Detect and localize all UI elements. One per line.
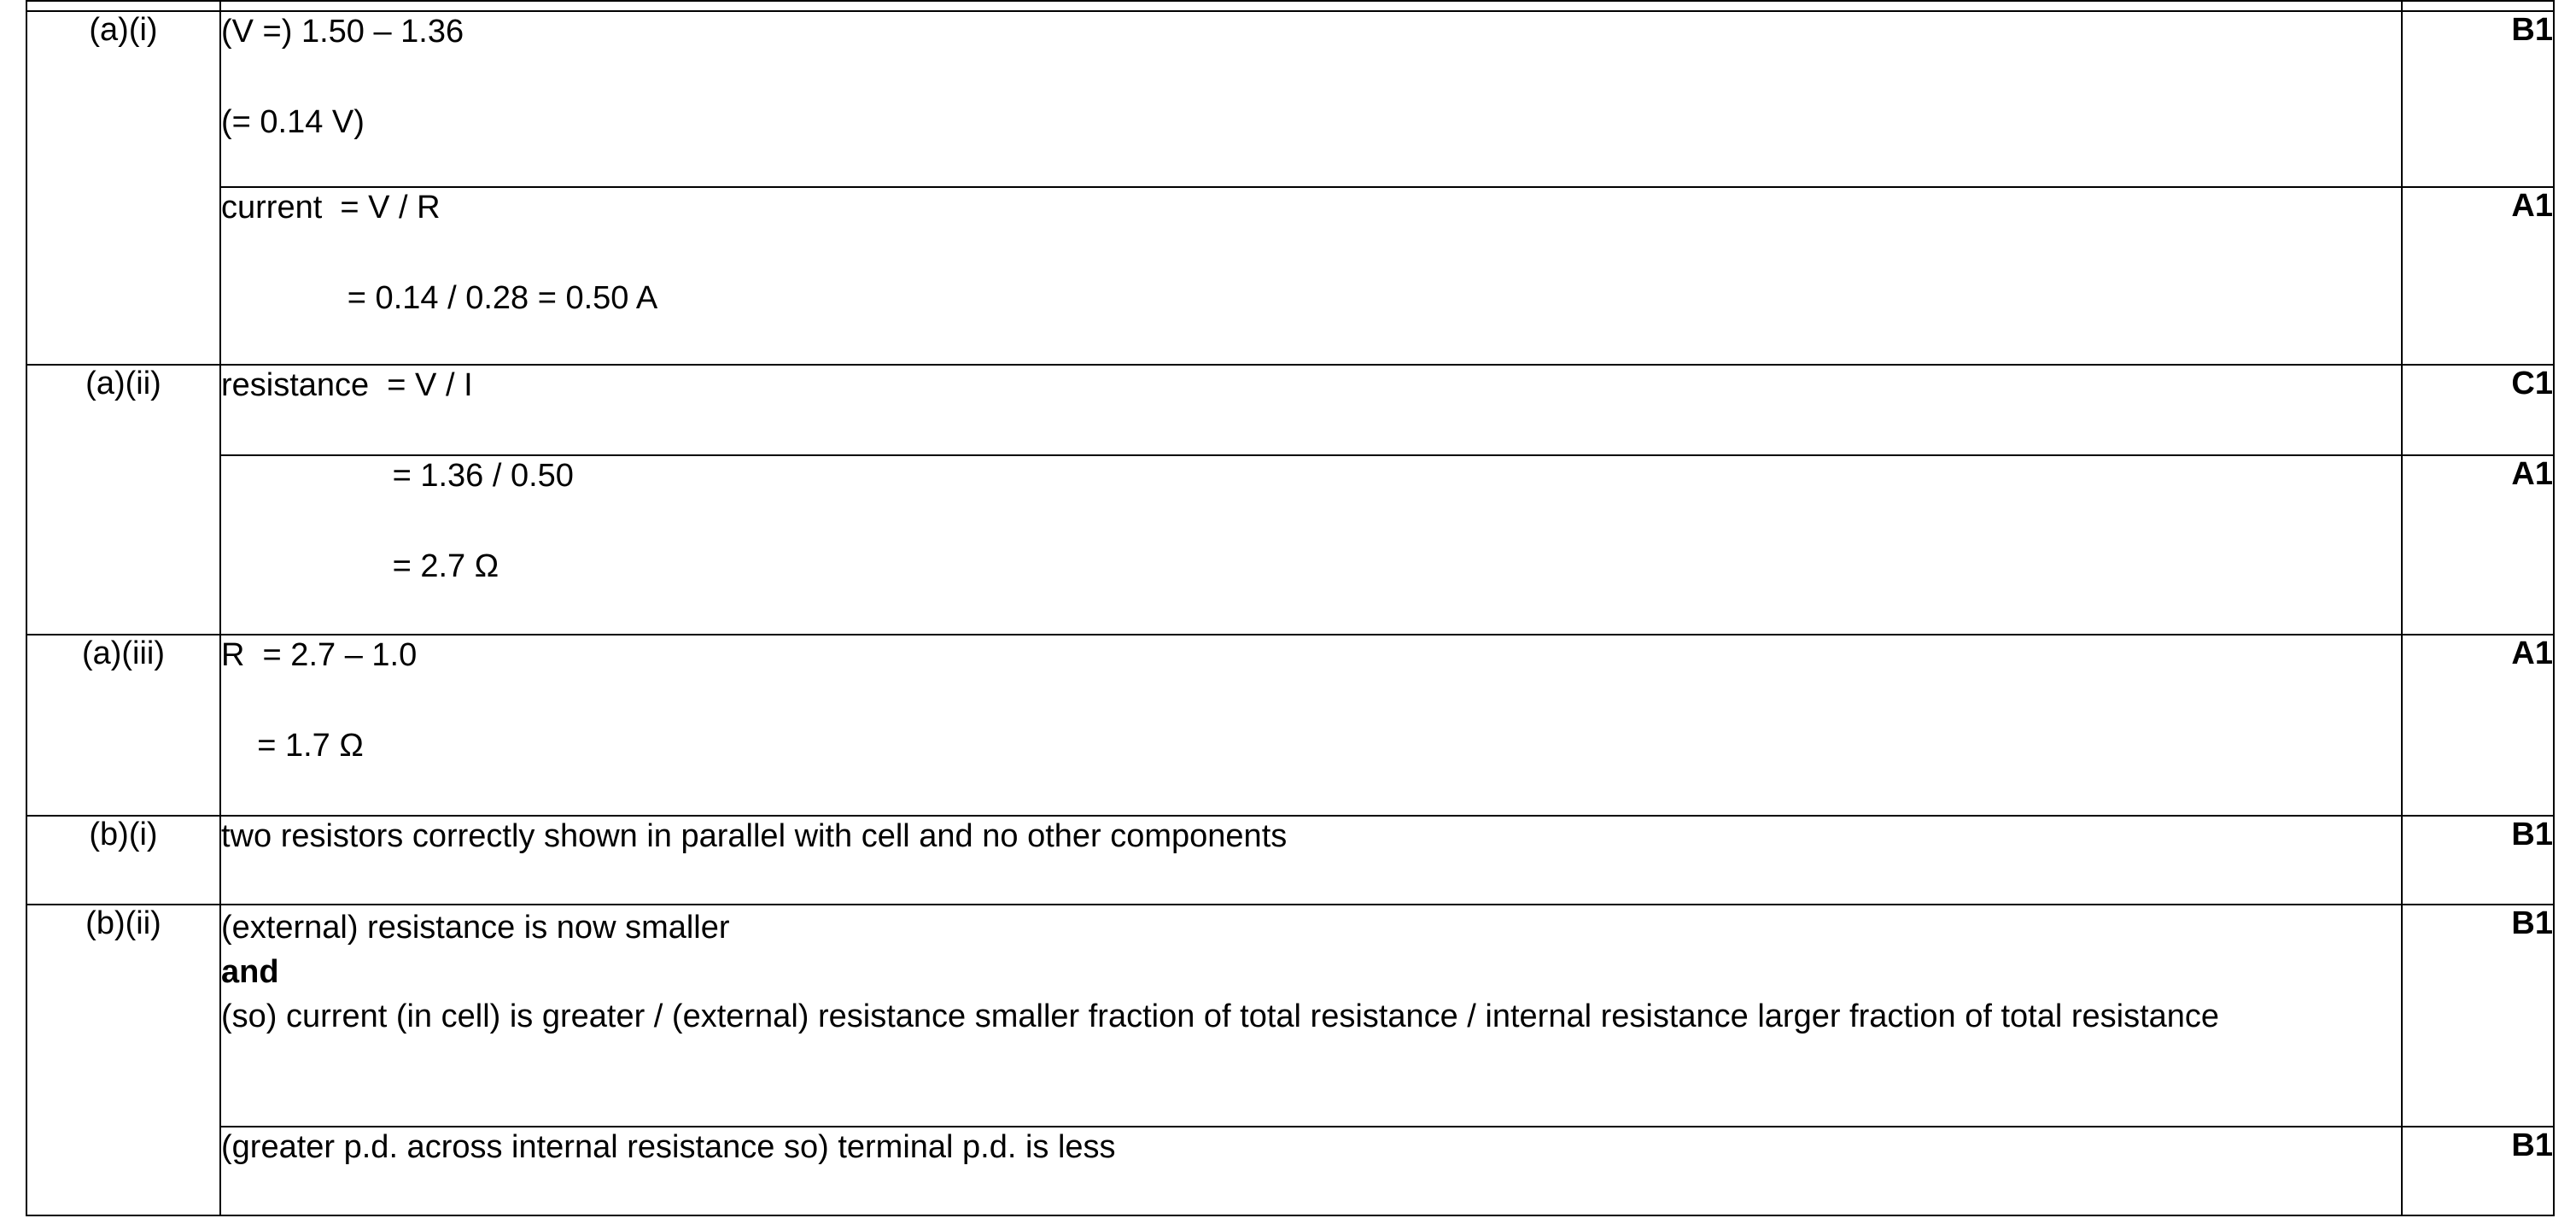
answer-cell (220, 905, 2402, 1127)
mark-scheme-table (26, 0, 2555, 1216)
answer-line: two resistors correctly shown in parallel with cell and no other components (221, 818, 1288, 854)
answer-cell (220, 635, 2402, 816)
mark-cell: B1 (2402, 816, 2554, 905)
question-number: (b)(ii) (26, 905, 220, 1215)
top-strip-cell (26, 1, 220, 11)
answer-line: (= 0.14 V) (221, 104, 365, 140)
answer-cell (220, 365, 2402, 455)
mark-cell: A1 (2402, 187, 2554, 365)
answer-line: = 1.7 Ω (221, 728, 364, 764)
answer-line: (V =) 1.50 – 1.36 (221, 14, 464, 50)
table-row (26, 905, 2554, 1127)
mark-cell: A1 (2402, 635, 2554, 816)
table-row (26, 455, 2554, 635)
answer-cell (220, 816, 2402, 905)
question-number: (a)(iii) (26, 635, 220, 816)
top-strip-cell (2402, 1, 2554, 11)
answer-cell (220, 455, 2402, 635)
top-strip-cell (220, 1, 2402, 11)
table-row (26, 816, 2554, 905)
table-row (26, 187, 2554, 365)
answer-line: (so) current (in cell) is greater / (external) resistance smaller fraction of total resistance / internal resistance larger fraction of total resistance (221, 999, 2220, 1034)
mark-cell: B1 (2402, 1127, 2554, 1215)
answer-line: current = V / R (221, 190, 441, 225)
connector-and: and (221, 954, 279, 990)
answer-line: R = 2.7 – 1.0 (221, 637, 418, 673)
mark-cell: B1 (2402, 905, 2554, 1127)
table-top-strip (26, 1, 2554, 11)
table-row (26, 1127, 2554, 1215)
table-row (26, 365, 2554, 455)
question-number: (a)(i) (26, 11, 220, 365)
answer-cell (220, 11, 2402, 187)
answer-line: = 2.7 Ω (221, 548, 499, 584)
answer-cell (220, 187, 2402, 365)
table-row (26, 11, 2554, 187)
answer-line: = 0.14 / 0.28 = 0.50 A (221, 280, 658, 316)
answer-line: = 1.36 / 0.50 (221, 458, 574, 494)
mark-cell: B1 (2402, 11, 2554, 187)
answer-cell (220, 1127, 2402, 1215)
mark-cell: A1 (2402, 455, 2554, 635)
answer-line: (external) resistance is now smaller (221, 910, 730, 946)
mark-cell: C1 (2402, 365, 2554, 455)
answer-line: resistance = V / I (221, 367, 473, 403)
table-row (26, 635, 2554, 816)
answer-line: (greater p.d. across internal resistance so) terminal p.d. is less (221, 1129, 1116, 1165)
question-number: (b)(i) (26, 816, 220, 905)
question-number: (a)(ii) (26, 365, 220, 635)
mark-scheme-table-frame (26, 0, 2553, 1216)
